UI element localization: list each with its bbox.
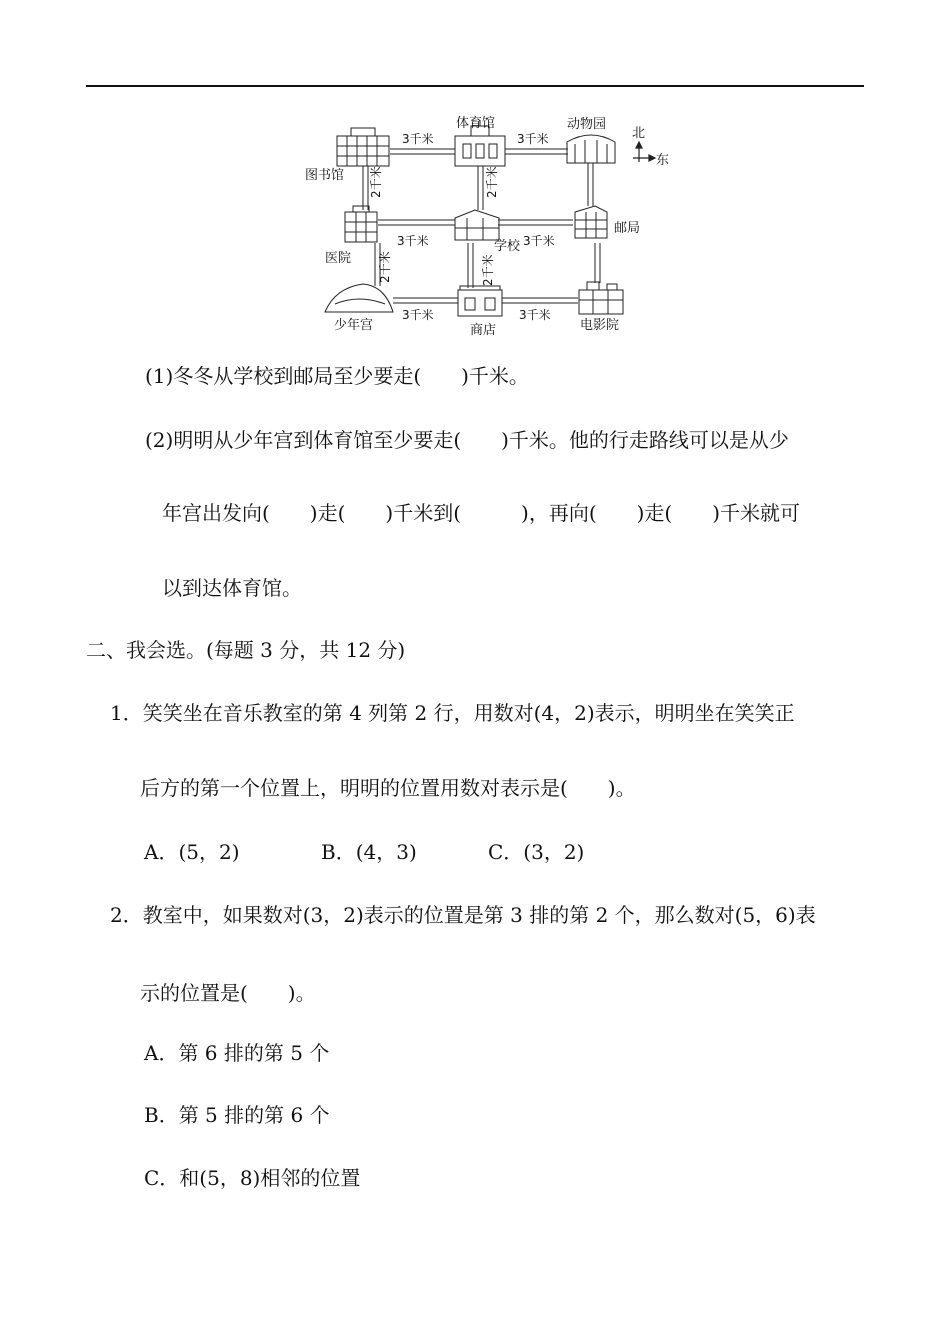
hospital-icon <box>345 206 377 242</box>
label-youth-palace: 少年宫 <box>334 318 374 333</box>
question-2-2-option-a: A．第 6 排的第 5 个 <box>144 1041 330 1065</box>
distance-school-store: 2千米 <box>481 254 495 286</box>
question-2-2-line-2: 示的位置是( )。 <box>140 981 316 1005</box>
question-2-2-option-c: C．和(5，8)相邻的位置 <box>144 1166 361 1190</box>
cinema-icon <box>579 282 623 314</box>
label-zoo: 动物园 <box>567 117 607 132</box>
zoo-icon <box>567 135 615 163</box>
question-2-1-option-a: A．(5，2) <box>144 840 240 864</box>
distance-library-gym: 3千米 <box>402 132 434 146</box>
question-2-1-option-b: B．(4，3) <box>321 840 417 864</box>
compass <box>633 142 655 162</box>
section-2-heading: 二、我会选。(每题 3 分，共 12 分) <box>86 638 406 662</box>
label-library: 图书馆 <box>305 168 345 183</box>
question-1-1: (1)冬冬从学校到邮局至少要走( )千米。 <box>145 364 529 388</box>
question-2-1-line-1: 1．笑笑坐在音乐教室的第 4 列第 2 行，用数对(4，2)表示，明明坐在笑笑正 <box>110 701 795 725</box>
compass-east: 东 <box>656 153 670 168</box>
distance-gym-zoo: 3千米 <box>517 132 549 146</box>
compass-north: 北 <box>632 126 646 141</box>
youth-palace-icon <box>325 284 393 312</box>
label-post-office: 邮局 <box>614 221 641 236</box>
store-icon <box>458 286 502 316</box>
question-2-2-option-b: B．第 5 排的第 6 个 <box>144 1103 330 1127</box>
label-hospital: 医院 <box>325 251 352 266</box>
post-office-icon <box>575 206 607 238</box>
route-map <box>295 108 675 340</box>
distance-hospital-youth: 2千米 <box>378 251 392 283</box>
distance-library-hospital: 2千米 <box>369 166 383 198</box>
label-store: 商店 <box>470 323 497 338</box>
question-1-2-line-1: (2)明明从少年宫到体育馆至少要走( )千米。他的行走路线可以是从少 <box>145 428 789 452</box>
header-rule <box>86 85 864 87</box>
distance-hospital-school: 3千米 <box>397 234 429 248</box>
question-1-2-line-3: 以到达体育馆。 <box>162 576 302 600</box>
question-2-1-option-c: C．(3，2) <box>488 840 585 864</box>
school-icon <box>455 210 499 240</box>
question-2-1-line-2: 后方的第一个位置上，明明的位置用数对表示是( )。 <box>140 776 636 800</box>
distance-gym-school: 2千米 <box>485 166 499 198</box>
question-1-2-line-2: 年宫出发向( )走( )千米到( )，再向( )走( )千米就可 <box>162 501 801 525</box>
distance-youth-store: 3千米 <box>402 308 434 322</box>
question-2-2-line-1: 2．教室中，如果数对(3，2)表示的位置是第 3 排的第 2 个，那么数对(5，6)表 <box>110 903 816 927</box>
library-icon <box>337 128 389 166</box>
distance-school-post: 3千米 <box>523 234 555 248</box>
label-cinema: 电影院 <box>580 318 620 333</box>
label-gym: 体育馆 <box>456 116 496 131</box>
label-school: 学校 <box>494 239 521 254</box>
distance-store-cinema: 3千米 <box>519 308 551 322</box>
